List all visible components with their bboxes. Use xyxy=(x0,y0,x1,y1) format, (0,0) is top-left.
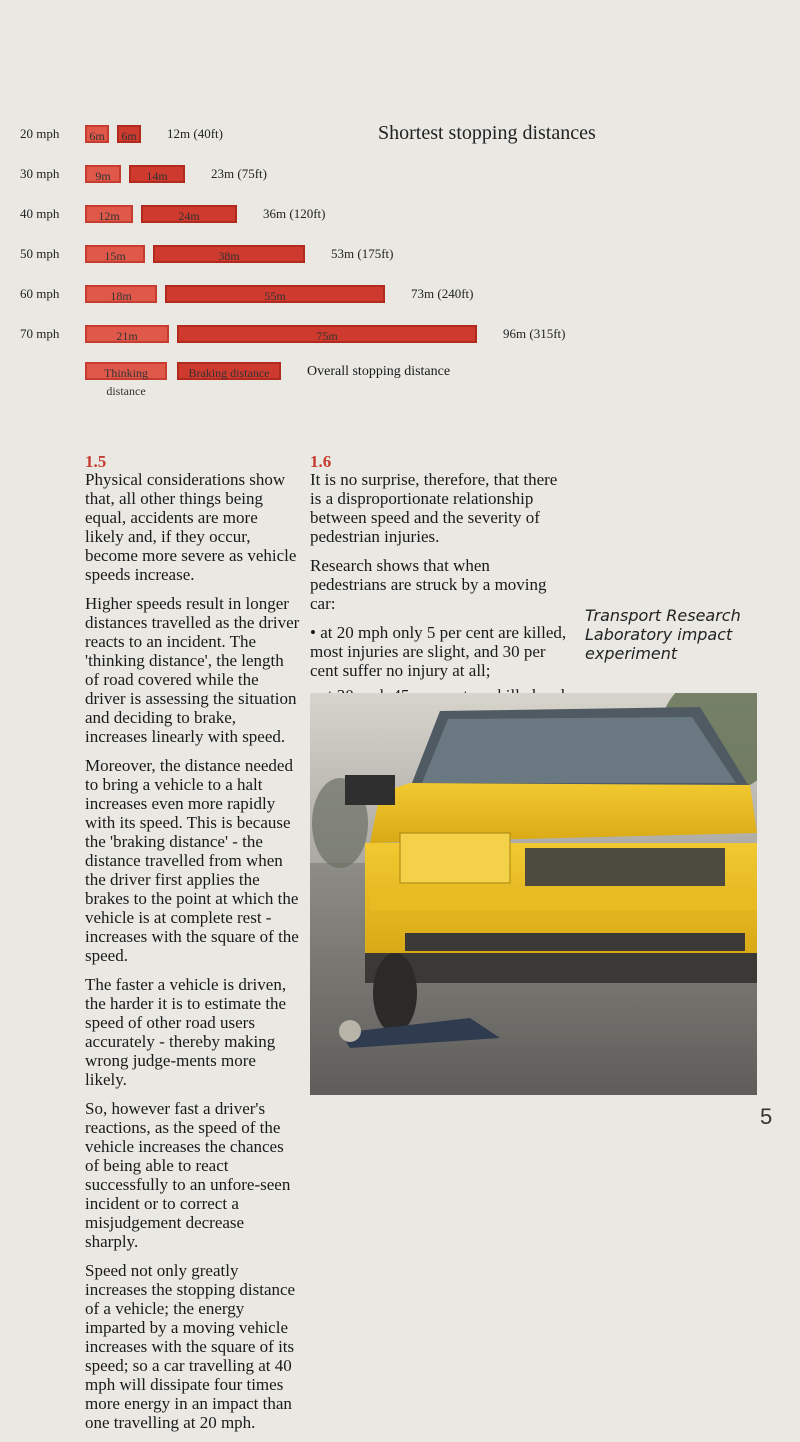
overall-distance-label: 73m (240ft) xyxy=(411,286,474,301)
braking-distance-bar: 14m xyxy=(129,165,185,183)
row-label: 50 mph xyxy=(20,246,60,261)
row-label: 30 mph xyxy=(20,166,60,181)
section-15-para: Speed not only greatly increases the stopping distance of a vehicle; the energy imparted by a moving vehicle increases with the square of its speed; so a car travelling at 40 mph will dissipate four times more energy in an impact than one travelling at 20 mph. xyxy=(85,1261,296,1432)
overall-distance-label: 23m (75ft) xyxy=(211,166,267,181)
crash-test-photo-art xyxy=(310,693,757,1095)
section-16-number: 1.6 xyxy=(310,452,332,471)
thinking-distance-bar: 18m xyxy=(85,285,157,303)
legend-thinking-label: Thinking distance xyxy=(104,366,148,398)
thinking-distance-bar: 21m xyxy=(85,325,169,343)
section-15-para: The faster a vehicle is driven, the harder it is to estimate the speed of other road users accurately - thereby making wrong judge-ments more likely. xyxy=(85,975,287,1089)
row-label: 70 mph xyxy=(20,326,60,341)
row-label: 20 mph xyxy=(20,126,60,141)
braking-distance-bar: 6m xyxy=(117,125,141,143)
row-label: 60 mph xyxy=(20,286,60,301)
row-label: 40 mph xyxy=(20,206,60,221)
section-15-para: So, however fast a driver's reactions, as the speed of the vehicle increases the chances of being able to react successfully to an unfore-seen incident or to correct a misjudgement decrease sharply. xyxy=(85,1099,291,1251)
overall-distance-label: 53m (175ft) xyxy=(331,246,394,261)
legend-braking xyxy=(177,362,281,380)
section-15-para: Higher speeds result in longer distances travelled as the driver reacts to an incident. The 'thinking distance', the length of road covered while the driver is assessing the situation and deciding to brake, increases linearly with speed. xyxy=(85,594,300,746)
page-number: 5 xyxy=(760,1104,773,1129)
overall-distance-label: 12m (40ft) xyxy=(167,126,223,141)
braking-distance-bar: 55m xyxy=(165,285,385,303)
overall-distance-label: 36m (120ft) xyxy=(263,206,326,221)
section-15-body xyxy=(85,470,300,1442)
crash-test-photo xyxy=(310,693,757,1095)
section-16-para: Research shows that when pedestrians are struck by a moving car: xyxy=(310,556,547,613)
legend-overall-label: Overall stopping distance xyxy=(307,364,451,379)
overall-distance-label: 96m (315ft) xyxy=(503,326,566,341)
legend-braking-label: Braking distance xyxy=(188,366,270,380)
section-15-para: Physical considerations show that, all other things being equal, accidents are more likely and, if they occur, become more severe as vehicle speeds increase. xyxy=(85,470,297,584)
chart-title: Shortest stopping distances xyxy=(378,122,596,144)
photo-caption: Transport Research Laboratory impact experiment xyxy=(585,606,741,663)
bullet-item: • at 20 mph only 5 per cent are killed, most injuries are slight, and 30 per cent suffer no injury at all; xyxy=(310,623,567,680)
legend-thinking xyxy=(85,362,167,398)
braking-distance-bar: 75m xyxy=(177,325,477,343)
braking-distance-bar: 38m xyxy=(153,245,305,263)
section-16-para: It is no surprise, therefore, that there is a disproportionate relationship between speed and the severity of pedestrian injuries. xyxy=(310,470,558,546)
thinking-distance-bar: 15m xyxy=(85,245,145,263)
section-15-para: Moreover, the distance needed to bring a vehicle to a halt increases even more rapidly with its speed. This is because the 'braking distance' - the distance travelled from when the driver first applies the brakes to the point at which the vehicle is at complete rest - increases with the square of the speed. xyxy=(85,756,299,965)
thinking-distance-bar: 9m xyxy=(85,165,121,183)
thinking-distance-bar: 6m xyxy=(85,125,109,143)
section-15-number: 1.5 xyxy=(85,452,107,471)
braking-distance-bar: 24m xyxy=(141,205,237,223)
thinking-distance-bar: 12m xyxy=(85,205,133,223)
